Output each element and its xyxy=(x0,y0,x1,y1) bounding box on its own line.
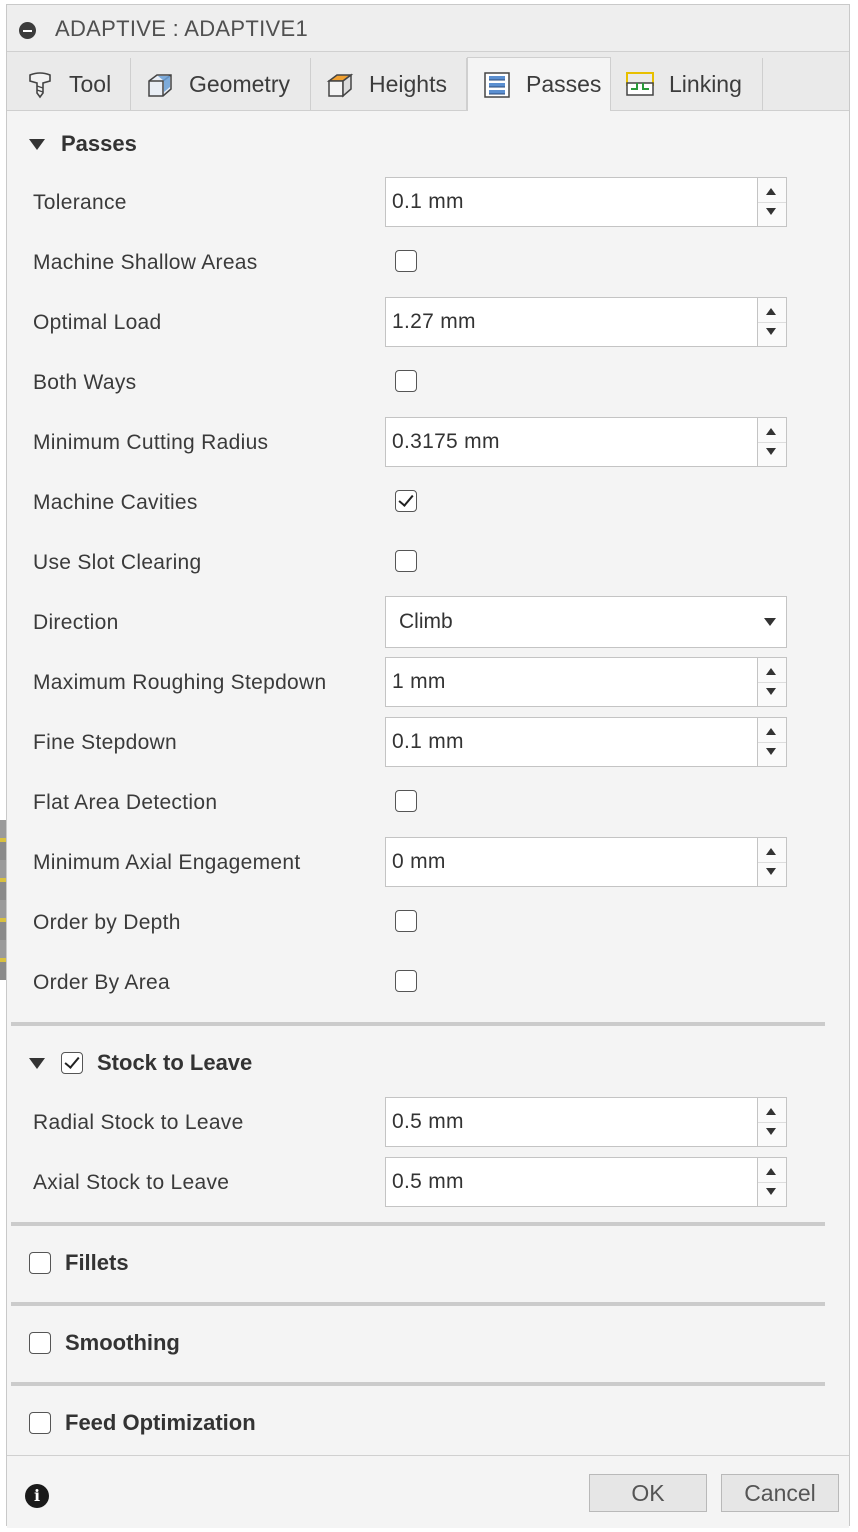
order-by-area-label: Order By Area xyxy=(33,971,170,994)
machine-cavities-checkbox[interactable] xyxy=(395,490,417,512)
min-axial-engagement-label: Minimum Axial Engagement xyxy=(33,851,301,874)
dialog-title: ADAPTIVE : ADAPTIVE1 xyxy=(55,16,308,41)
both-ways-label: Both Ways xyxy=(33,371,137,394)
fine-stepdown-label: Fine Stepdown xyxy=(33,731,177,754)
fine-stepdown-input[interactable] xyxy=(385,717,787,767)
min-axial-engagement-input[interactable] xyxy=(385,837,787,887)
ok-button[interactable]: OK xyxy=(589,1474,707,1512)
section-title: Stock to Leave xyxy=(97,1050,253,1075)
cancel-button[interactable]: Cancel xyxy=(721,1474,839,1512)
section-title: Fillets xyxy=(65,1250,129,1275)
tolerance-value: 0.1 mm xyxy=(392,190,464,213)
smoothing-section-header[interactable] xyxy=(29,1330,180,1356)
fillets-checkbox[interactable] xyxy=(29,1252,51,1274)
tab-tool[interactable] xyxy=(7,58,131,110)
smoothing-checkbox[interactable] xyxy=(29,1332,51,1354)
flat-area-detection-checkbox[interactable] xyxy=(395,790,417,812)
expand-triangle-icon[interactable] xyxy=(29,139,45,150)
direction-select[interactable] xyxy=(385,596,787,648)
machine-cavities-label: Machine Cavities xyxy=(33,491,198,514)
direction-label: Direction xyxy=(33,611,119,634)
fine-stepdown-value: 0.1 mm xyxy=(392,730,464,753)
optimal-load-stepper[interactable] xyxy=(757,298,786,346)
info-icon[interactable]: i xyxy=(25,1484,49,1508)
tab-geometry[interactable] xyxy=(131,58,311,110)
min-cutting-radius-input[interactable] xyxy=(385,417,787,467)
tool-icon xyxy=(25,69,55,99)
flat-area-detection-label: Flat Area Detection xyxy=(33,791,218,814)
heights-icon xyxy=(325,69,355,99)
stock-section-header[interactable] xyxy=(29,1050,252,1076)
section-title: Feed Optimization xyxy=(65,1410,256,1435)
min-axial-engagement-value: 0 mm xyxy=(392,850,446,873)
fillets-section-header[interactable] xyxy=(29,1250,129,1276)
min-axial-engagement-stepper[interactable] xyxy=(757,838,786,886)
radial-stock-input[interactable] xyxy=(385,1097,787,1147)
tab-heights[interactable] xyxy=(311,58,467,110)
min-cutting-radius-label: Minimum Cutting Radius xyxy=(33,431,269,454)
passes-section-header[interactable] xyxy=(29,131,137,157)
machine-shallow-areas-label: Machine Shallow Areas xyxy=(33,251,258,274)
slot-clearing-checkbox[interactable] xyxy=(395,550,417,572)
slot-clearing-label: Use Slot Clearing xyxy=(33,551,202,574)
feed-optimization-section-header[interactable] xyxy=(29,1410,256,1436)
axial-stock-input[interactable] xyxy=(385,1157,787,1207)
section-divider xyxy=(11,1222,825,1226)
max-roughing-stepdown-stepper[interactable] xyxy=(757,658,786,706)
tab-bar xyxy=(7,52,849,111)
order-by-depth-checkbox[interactable] xyxy=(395,910,417,932)
feed-optimization-checkbox[interactable] xyxy=(29,1412,51,1434)
tab-passes[interactable] xyxy=(467,57,611,111)
fine-stepdown-stepper[interactable] xyxy=(757,718,786,766)
max-roughing-stepdown-label: Maximum Roughing Stepdown xyxy=(33,671,327,694)
radial-stock-stepper[interactable] xyxy=(757,1098,786,1146)
both-ways-checkbox[interactable] xyxy=(395,370,417,392)
section-divider xyxy=(11,1022,825,1026)
tab-label: Linking xyxy=(669,70,742,97)
section-divider xyxy=(11,1302,825,1306)
tab-label: Tool xyxy=(69,70,112,97)
max-roughing-stepdown-input[interactable] xyxy=(385,657,787,707)
min-cutting-radius-stepper[interactable] xyxy=(757,418,786,466)
tolerance-input[interactable] xyxy=(385,177,787,227)
order-by-depth-label: Order by Depth xyxy=(33,911,181,934)
tab-label: Geometry xyxy=(189,70,290,97)
radial-stock-value: 0.5 mm xyxy=(392,1110,464,1133)
linking-icon xyxy=(625,69,655,99)
optimal-load-value: 1.27 mm xyxy=(392,310,476,333)
tolerance-stepper[interactable] xyxy=(757,178,786,226)
optimal-load-input[interactable] xyxy=(385,297,787,347)
expand-triangle-icon[interactable] xyxy=(29,1058,45,1069)
max-roughing-stepdown-value: 1 mm xyxy=(392,670,446,693)
title-bar xyxy=(7,5,849,52)
tab-label: Passes xyxy=(526,71,602,97)
axial-stock-value: 0.5 mm xyxy=(392,1170,464,1193)
tab-linking[interactable] xyxy=(611,58,763,110)
section-title: Smoothing xyxy=(65,1330,180,1355)
optimal-load-label: Optimal Load xyxy=(33,311,162,334)
section-divider xyxy=(11,1382,825,1386)
direction-value: Climb xyxy=(399,610,453,633)
chevron-down-icon xyxy=(764,618,776,626)
dialog-footer xyxy=(7,1455,849,1528)
adaptive-dialog xyxy=(6,4,850,1526)
geometry-icon xyxy=(145,69,175,99)
tab-label: Heights xyxy=(369,70,447,97)
axial-stock-stepper[interactable] xyxy=(757,1158,786,1206)
machine-shallow-areas-checkbox[interactable] xyxy=(395,250,417,272)
section-title: Passes xyxy=(61,131,137,156)
collapse-dialog-icon[interactable] xyxy=(19,22,36,39)
axial-stock-label: Axial Stock to Leave xyxy=(33,1171,230,1194)
stock-to-leave-checkbox[interactable] xyxy=(61,1052,83,1074)
tolerance-label: Tolerance xyxy=(33,191,127,214)
order-by-area-checkbox[interactable] xyxy=(395,970,417,992)
min-cutting-radius-value: 0.3175 mm xyxy=(392,430,500,453)
radial-stock-label: Radial Stock to Leave xyxy=(33,1111,244,1134)
passes-icon xyxy=(482,70,512,100)
